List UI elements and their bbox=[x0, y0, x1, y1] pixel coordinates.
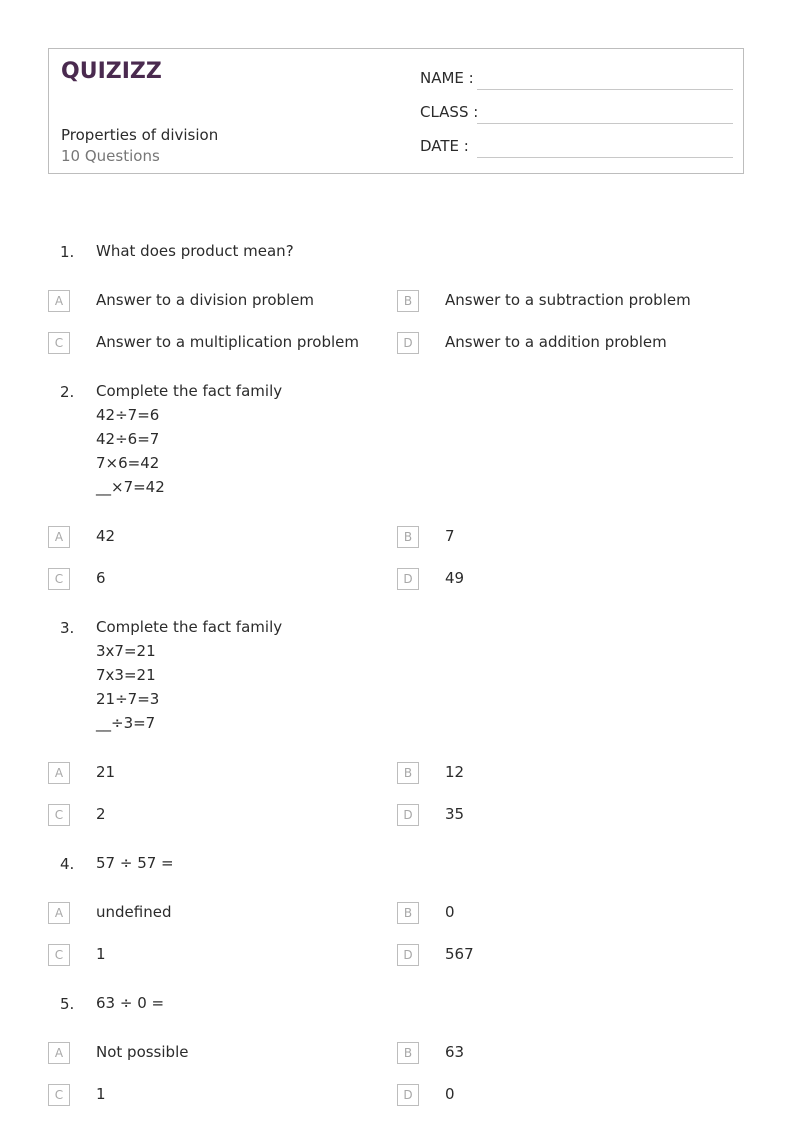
option-c-box[interactable]: C bbox=[48, 1084, 70, 1106]
option-b-text: 0 bbox=[445, 903, 455, 921]
question-number: 3. bbox=[60, 619, 75, 637]
question-line: 7x3=21 bbox=[96, 666, 156, 684]
question-line: Complete the fact family bbox=[96, 382, 283, 400]
quizizz-logo bbox=[61, 59, 162, 84]
option-b-box[interactable]: B bbox=[397, 290, 419, 312]
question-text bbox=[96, 991, 164, 1015]
question-line: 3x7=21 bbox=[96, 642, 156, 660]
option-b-box[interactable]: B bbox=[397, 902, 419, 924]
option-b-box[interactable]: B bbox=[397, 526, 419, 548]
question-line: 42÷6=7 bbox=[96, 430, 160, 448]
option-a-text: Not possible bbox=[96, 1043, 189, 1061]
question-line: 63 ÷ 0 = bbox=[96, 994, 165, 1012]
option-a-box[interactable]: A bbox=[48, 526, 70, 548]
option-a-text: 21 bbox=[96, 763, 116, 781]
option-a-text: Answer to a division problem bbox=[96, 291, 315, 309]
brand-wordmark: QUIZIZZ bbox=[61, 59, 162, 84]
option-a-box[interactable]: A bbox=[48, 290, 70, 312]
question-line: 42÷7=6 bbox=[96, 406, 160, 424]
question-count: 10 Questions bbox=[61, 147, 160, 165]
option-a-box[interactable]: A bbox=[48, 762, 70, 784]
option-a-text: undefined bbox=[96, 903, 172, 921]
option-d-text: 35 bbox=[445, 805, 465, 823]
question-number: 4. bbox=[60, 855, 75, 873]
option-c-box[interactable]: C bbox=[48, 944, 70, 966]
option-d-box[interactable]: D bbox=[397, 804, 419, 826]
question-text bbox=[96, 239, 294, 263]
option-b-box[interactable]: B bbox=[397, 762, 419, 784]
option-d-text: 567 bbox=[445, 945, 474, 963]
option-a-box[interactable]: A bbox=[48, 1042, 70, 1064]
option-a-text: 42 bbox=[96, 527, 116, 545]
option-d-box[interactable]: D bbox=[397, 332, 419, 354]
option-b-text: 63 bbox=[445, 1043, 465, 1061]
class-label: CLASS : bbox=[420, 103, 479, 121]
option-d-box[interactable]: D bbox=[397, 1084, 419, 1106]
option-b-text: 7 bbox=[445, 527, 455, 545]
name-label: NAME : bbox=[420, 69, 474, 87]
option-a-box[interactable]: A bbox=[48, 902, 70, 924]
question-line: __×7=42 bbox=[96, 478, 165, 496]
option-c-text: 1 bbox=[96, 945, 106, 963]
question-line: 21÷7=3 bbox=[96, 690, 160, 708]
question-line: Complete the fact family bbox=[96, 618, 283, 636]
class-field[interactable] bbox=[477, 123, 733, 124]
name-field[interactable] bbox=[477, 89, 733, 90]
option-c-text: 6 bbox=[96, 569, 106, 587]
question-line: What does product mean? bbox=[96, 242, 294, 260]
worksheet-title: Properties of division bbox=[61, 126, 219, 144]
question-number: 1. bbox=[60, 243, 75, 261]
question-number: 5. bbox=[60, 995, 75, 1013]
option-b-text: Answer to a subtraction problem bbox=[445, 291, 691, 309]
option-c-box[interactable]: C bbox=[48, 332, 70, 354]
option-c-box[interactable]: C bbox=[48, 804, 70, 826]
worksheet-header bbox=[48, 48, 744, 174]
option-d-text: Answer to a addition problem bbox=[445, 333, 667, 351]
option-b-box[interactable]: B bbox=[397, 1042, 419, 1064]
option-d-box[interactable]: D bbox=[397, 944, 419, 966]
question-number: 2. bbox=[60, 383, 75, 401]
question-line: 7×6=42 bbox=[96, 454, 160, 472]
question-line: __÷3=7 bbox=[96, 714, 156, 732]
option-c-box[interactable]: C bbox=[48, 568, 70, 590]
question-text bbox=[96, 851, 174, 875]
option-d-box[interactable]: D bbox=[397, 568, 419, 590]
option-b-text: 12 bbox=[445, 763, 465, 781]
option-c-text: 2 bbox=[96, 805, 106, 823]
date-label: DATE : bbox=[420, 137, 469, 155]
option-d-text: 0 bbox=[445, 1085, 455, 1103]
option-d-text: 49 bbox=[445, 569, 465, 587]
option-c-text: 1 bbox=[96, 1085, 106, 1103]
question-line: 57 ÷ 57 = bbox=[96, 854, 174, 872]
question-text bbox=[96, 379, 282, 499]
question-text bbox=[96, 615, 282, 735]
option-c-text: Answer to a multiplication problem bbox=[96, 333, 359, 351]
date-field[interactable] bbox=[477, 157, 733, 158]
